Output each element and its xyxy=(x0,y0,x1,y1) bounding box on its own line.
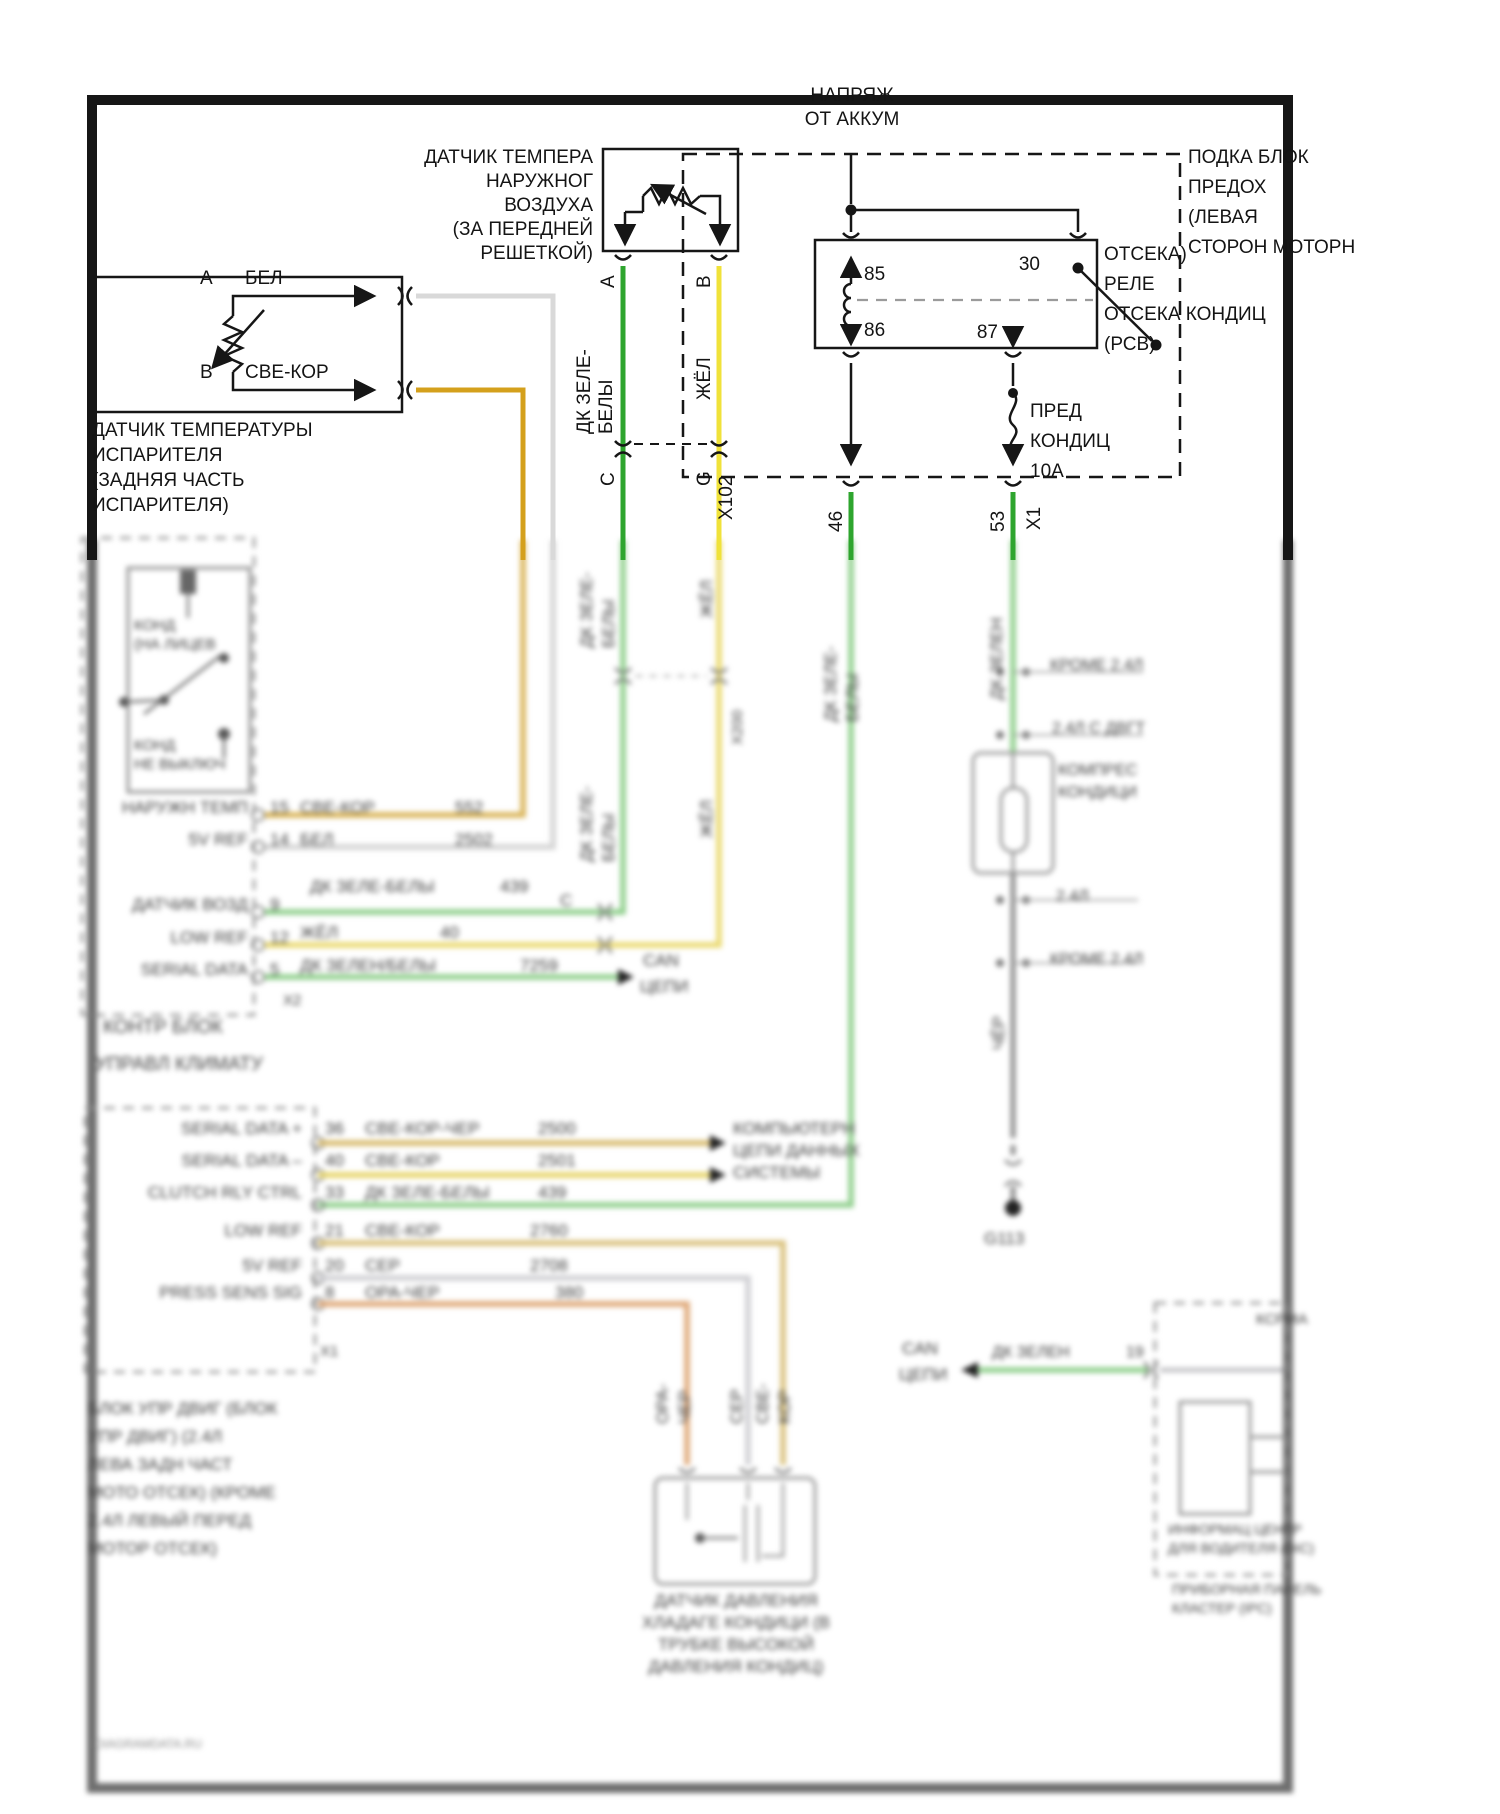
oat-pin-b: B xyxy=(694,275,715,288)
ecm-circuit: 2760 xyxy=(530,1221,568,1240)
relay-pin-connectors xyxy=(843,233,1086,238)
ecm-row-label: LOW REF xyxy=(224,1221,302,1240)
ecm-circuit: 2708 xyxy=(530,1256,568,1275)
branch-note: КРОМЕ 2.4Л xyxy=(1050,951,1144,968)
oat-wire-b-label: ЖЁЛ xyxy=(694,357,715,400)
hvac-wire-name: ДК ЗЕЛЕН/БЕЛЫ xyxy=(300,956,436,975)
evap-sensor-label: ДАТЧИК ТЕМПЕРАТУРЫ ИСПАРИТЕЛЯ (ЗАДНЯЯ ЧАСТЬ ИСПАРИТЕЛЯ) xyxy=(92,420,313,516)
evap-wire-b-label: СВЕ-КОР xyxy=(245,362,329,383)
relay-out-53: 53 xyxy=(988,510,1009,532)
wire-bel-crisp xyxy=(416,296,553,560)
ecm-pin: 8 xyxy=(325,1283,335,1302)
cluster-tag: КСРМА xyxy=(1256,1311,1308,1328)
wire-vertical-label: ДК ЗЕЛЕ- БЕЛЫ xyxy=(821,646,862,722)
fuse-block-label: ПОДКА БЛОК ПРЕДОХ (ЛЕВАЯ СТОРОН МОТОРН xyxy=(1188,147,1356,258)
wire-vertical-label: ДК ЗЕЛЕН xyxy=(987,617,1006,700)
oat-wire-a-label: ДК ЗЕЛЕ- БЕЛЫ xyxy=(574,349,617,434)
evap-pin-a: A xyxy=(200,268,213,289)
wire-vertical-label: ЧЁР xyxy=(989,1015,1008,1050)
oat-pin-connectors xyxy=(615,255,727,260)
wire-vertical-label: ДК ЗЕЛЕ- БЕЛЫ xyxy=(577,786,618,862)
can-label: ЦЕПИ xyxy=(899,1365,948,1384)
connector-x200-label: X200 xyxy=(729,709,746,745)
ecm-row-label: 5V REF xyxy=(242,1256,302,1275)
relay-name-label: ОТСЕКА) РЕЛЕ ОТСЕКА КОНДИЦ (РСВ) xyxy=(1104,244,1266,355)
relay-out-46: 46 xyxy=(826,510,847,532)
battery-voltage-label: НАПРЯЖ ОТ АККУМ xyxy=(804,85,900,130)
oat-pin-a: A xyxy=(598,275,619,288)
wire-sve-kor-crisp xyxy=(416,390,523,560)
wire-vertical-label: ЖЁЛ xyxy=(697,579,716,618)
evap-pin-b: B xyxy=(200,362,213,383)
hvac-circuit: 552 xyxy=(455,798,484,817)
ecm-circuit: 380 xyxy=(555,1283,584,1302)
ecm-pin: 20 xyxy=(325,1256,344,1275)
ecm-row-label: SERIAL DATA + xyxy=(180,1119,302,1138)
ecm-pin: 40 xyxy=(325,1151,344,1170)
fuse-icon xyxy=(1010,393,1017,450)
can-label: CAN xyxy=(643,951,679,970)
relay-pin-30: 30 xyxy=(1018,254,1040,275)
ecm-row-label: PRESS SENS SIG xyxy=(159,1283,302,1302)
ecm-wire-name: СЕР xyxy=(365,1256,400,1275)
hvac-module-name: УПРАВЛ КЛИМАТУ xyxy=(95,1054,263,1075)
wire-vertical-label: ЖЁЛ xyxy=(697,799,716,838)
cluster-pin: 19 xyxy=(1126,1344,1144,1361)
wire-vertical-label: СЕР xyxy=(727,1389,746,1424)
pressure-sensor-label: ДАТЧИК ДАВЛЕНИЯ ХЛАДАГЕ КОНДИЦИ (В ТРУБКЕ ВЫСОКОЙ ДАВЛЕНИЯ КОНДИЦ) xyxy=(642,1591,830,1676)
ecm-pin: 33 xyxy=(325,1183,344,1202)
ecm-wire-name: ДК ЗЕЛЕ-БЕЛЫ xyxy=(365,1183,490,1202)
output-pin-connectors xyxy=(843,481,1021,486)
ecm-circuit: 2500 xyxy=(538,1119,576,1138)
conn-pin-g: G xyxy=(694,471,715,486)
hvac-circuit: 2502 xyxy=(455,830,493,849)
data-lines-system-label: КОМПЬЮТЕРН ЦЕПИ ДАННЫХ СИСТЕМЫ xyxy=(733,1119,860,1182)
hvac-pin: 14 xyxy=(270,830,289,849)
ecm-pin: 21 xyxy=(325,1221,344,1240)
variable-arrow-icon xyxy=(214,310,264,366)
hvac-circuit: 40 xyxy=(440,923,459,942)
can-label: ЦЕПИ xyxy=(640,977,689,996)
conn-x102-label: X102 xyxy=(716,475,737,520)
ecm-wire-name: СВЕ-КОР-ЧЕР xyxy=(365,1119,480,1138)
branch-note: КРОМЕ 2.4Л xyxy=(1050,657,1144,674)
hvac-conn-c: C xyxy=(560,891,573,910)
hvac-conn-x2: X2 xyxy=(283,992,302,1009)
relay-conn-x1: X1 xyxy=(1024,506,1045,530)
branch-note: 2.4Л xyxy=(1056,888,1089,905)
hvac-row-label: ДАТЧИК ВОЗД xyxy=(132,895,248,914)
ecm-pin: 36 xyxy=(325,1119,344,1138)
ecm-row-label: CLUTCH RLY CTRL xyxy=(147,1183,302,1202)
relay-pin-86: 86 xyxy=(864,320,886,341)
hvac-wire-name: ЖЁЛ xyxy=(300,923,339,942)
wire-vertical-label: ДК ЗЕЛЕ- БЕЛЫ xyxy=(577,572,618,648)
ground-label: G113 xyxy=(984,1229,1025,1248)
conn-pin-c: C xyxy=(598,472,619,486)
hvac-circuit: 439 xyxy=(500,877,529,896)
hvac-row-label: 5V REF xyxy=(188,830,248,849)
hvac-switch-label-2: КОНД НЕ ВЫКЛЮЧ xyxy=(134,737,226,773)
wire-vertical-label: ОРА- ЧЕР xyxy=(653,1383,694,1424)
ecm-circuit: 2501 xyxy=(538,1151,576,1170)
fuse-label: ПРЕД КОНДИЦ 10А xyxy=(1030,401,1110,482)
evap-wire-a-label: БЕЛ xyxy=(245,268,283,289)
ecm-wire-name: ОРА-ЧЕР xyxy=(365,1283,440,1302)
hvac-pin: 15 xyxy=(270,798,289,817)
hvac-pin: 12 xyxy=(270,928,289,947)
branch-note: 2.4Л С ДВГТ xyxy=(1052,720,1146,737)
evap-pin-connectors xyxy=(398,287,412,399)
hvac-switch-label-1: КОНД (НА ЛИЦЕВ xyxy=(134,617,216,653)
ecm-wire-name: СВЕ-КОР xyxy=(365,1221,440,1240)
hvac-row-label: SERIAL DATA xyxy=(140,960,248,979)
hvac-wire-name: ДК ЗЕЛЕ-БЕЛЫ xyxy=(310,877,435,896)
cluster-wire-name: ДК ЗЕЛЕН xyxy=(992,1344,1070,1361)
cluster-name: ПРИБОРНАЯ ПАНЕЛЬ КЛАСТЕР (IPC) xyxy=(1172,1581,1322,1616)
hvac-module-name: КОНТР БЛОК xyxy=(103,1017,223,1038)
hvac-wire-name: СВЕ-КОР xyxy=(300,798,375,817)
oat-sensor-box xyxy=(603,149,738,251)
watermark: DIAGRAMDATA.RU xyxy=(95,1737,202,1751)
hvac-row-label: LOW REF xyxy=(170,928,248,947)
hvac-wire-name: БЕЛ xyxy=(300,830,334,849)
ecm-module-name: БЛОК УПР ДВИГ (БЛОК УПР ДВИГ) (2.4Л ЛЕВА ЗАДН ЧАСТ МОТО ОТСЕК) (КРОМЕ 2.4Л ЛЕВЫЙ ПЕРЕД МОТОР ОТСЕК) xyxy=(88,1399,278,1558)
hvac-row-label: НАРУЖН ТЕМП xyxy=(121,798,248,817)
relay-coil-icon xyxy=(844,284,851,326)
ecm-circuit: 439 xyxy=(538,1183,567,1202)
relay-pin-85: 85 xyxy=(864,264,886,285)
relay-pin-87: 87 xyxy=(976,322,998,343)
hvac-pin: 9 xyxy=(270,895,280,914)
wire-vertical-label: СВЕ- КОР xyxy=(753,1383,794,1424)
ecm-conn-x1: X1 xyxy=(320,1343,339,1360)
hvac-pin: 5 xyxy=(270,960,280,979)
ecm-wire-name: СВЕ-КОР xyxy=(365,1151,440,1170)
oat-sensor-label: ДАТЧИК ТЕМПЕРА НАРУЖНОГ ВОЗДУХА (ЗА ПЕРЕДНЕЙ РЕШЕТКОЙ) xyxy=(424,147,593,264)
hvac-circuit: 7259 xyxy=(520,956,558,975)
can-label: CAN xyxy=(902,1339,938,1358)
dic-label: ИНФОРМАЦ ЦЕНТР ДЛЯ ВОДИТЕЛЯ (DIC) xyxy=(1168,1521,1315,1556)
ecm-row-label: SERIAL DATA – xyxy=(181,1151,302,1170)
compressor-label: КОМПРЕС КОНДИЦИ xyxy=(1058,762,1138,801)
